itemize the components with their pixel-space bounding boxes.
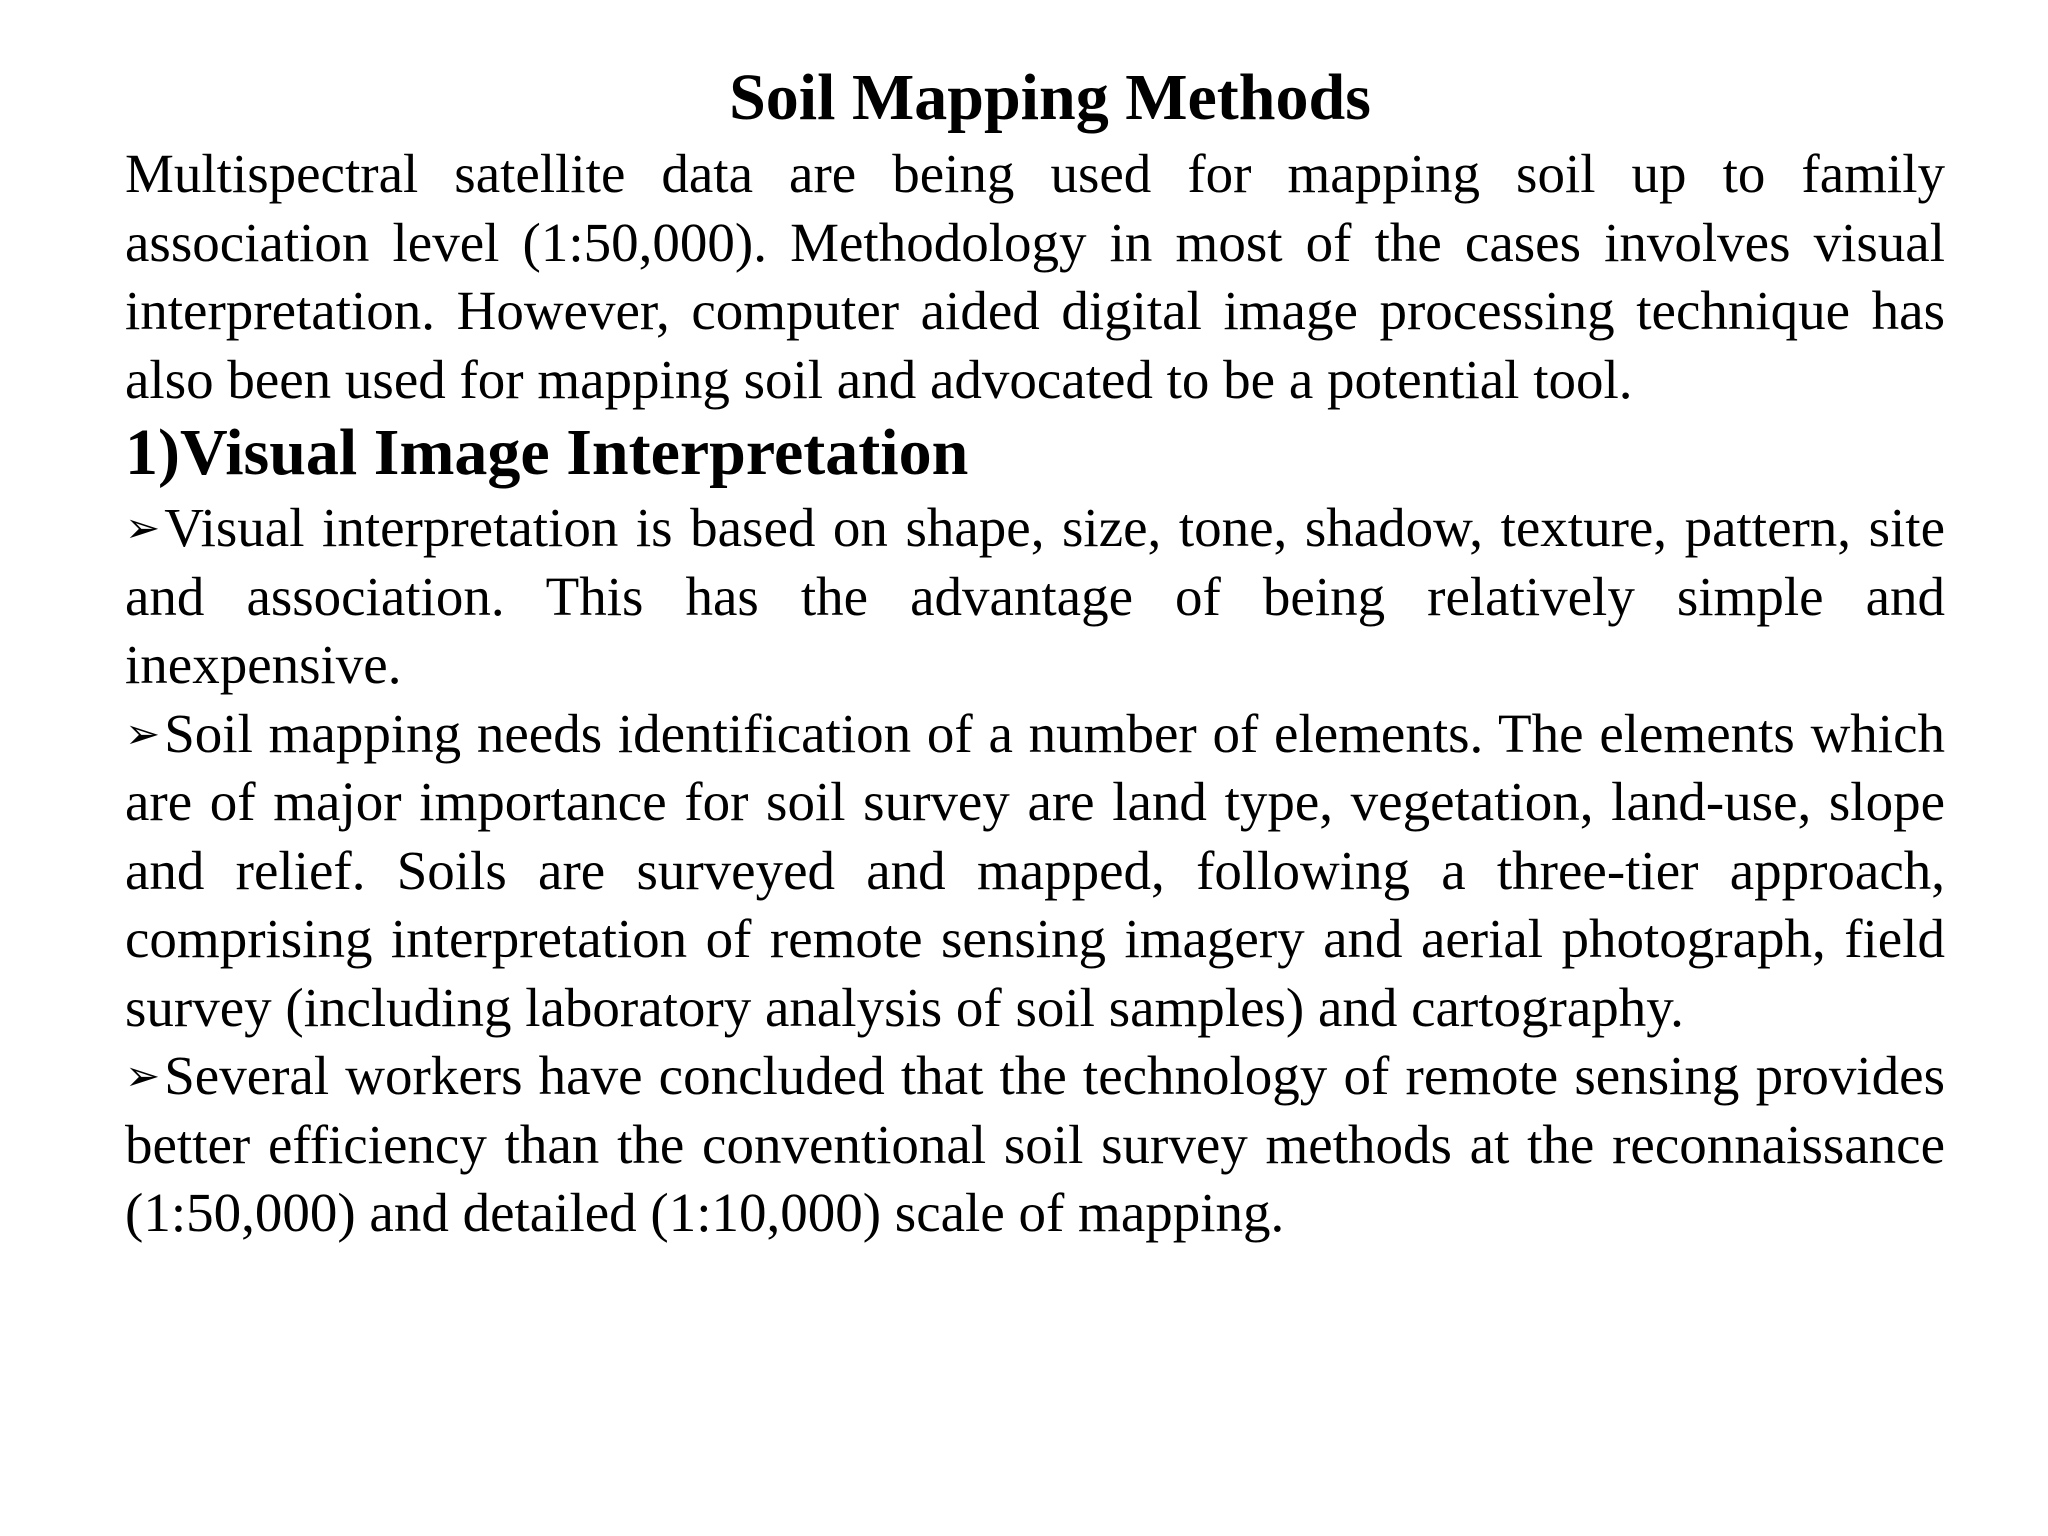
bullet-item	[125, 494, 1945, 700]
arrowhead-bullet-icon: ➢	[125, 708, 161, 758]
slide-title: Soil Mapping Methods	[729, 61, 1371, 134]
intro-paragraph: Multispectral satellite data are being used for mapping soil up to family association level (1:50,000). Methodology in most of the cases involves visual interpretation. However, computer aided digital image processing technique has also been used for mapping soil and advocated to be a potential tool.	[125, 143, 1945, 410]
bullet-text: Visual interpretation is based on shape, size, tone, shadow, texture, pattern, site and association. This has the advantage of being relatively simple and inexpensive.	[125, 497, 1945, 695]
slide-content	[125, 56, 1945, 1248]
arrowhead-bullet-icon: ➢	[125, 1051, 161, 1100]
bullet-item	[125, 1042, 1945, 1248]
bullet-item	[125, 700, 1945, 1043]
section-heading: 1)Visual Image Interpretation	[125, 416, 969, 489]
arrowhead-bullet-icon: ➢	[125, 503, 161, 552]
bullet-text: Soil mapping needs identification of a number of elements. The elements which are of major importance for soil survey are land type, vegetation, land-use, slope and relief. Soils are surveyed and mapped, following a three-tier approach, comprising interpretation of remote sensing imagery and aerial photograph, field survey (including laboratory analysis of soil samples) and cartography.	[125, 702, 1945, 1038]
bullet-text: Several workers have concluded that the technology of remote sensing provides better efficiency than the conventional soil survey methods at the reconnaissance (1:50,000) and detailed (1:10,000) scale of mapping.	[125, 1045, 1945, 1243]
